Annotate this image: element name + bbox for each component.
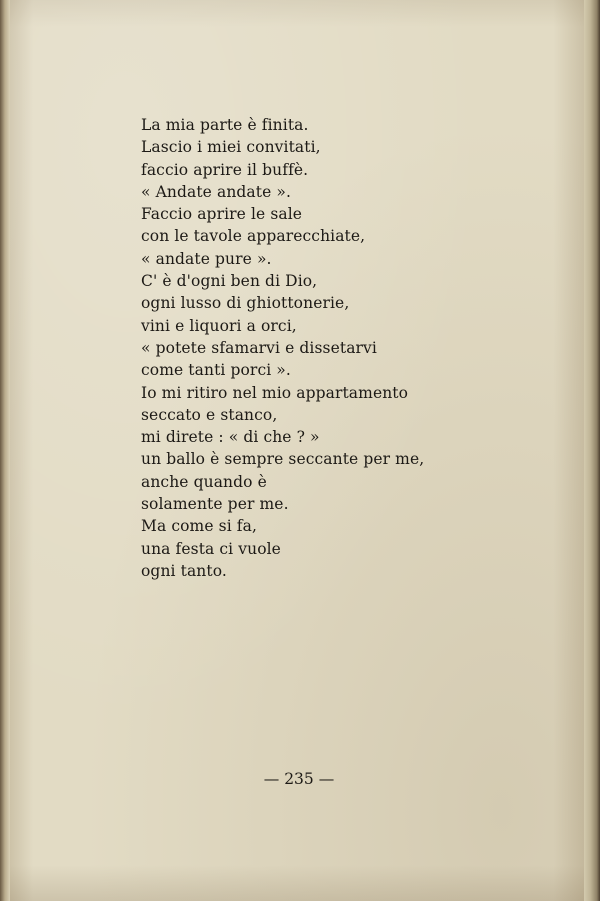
poem-line: mi direte : « di che ? » [141,428,320,447]
poem-line: « andate pure ». [141,249,272,268]
poem-text [141,114,424,582]
poem-line: « potete sfamarvi e dissetarvi [141,338,377,357]
poem-line: Lascio i miei convitati, [141,138,321,157]
poem-line: Io mi ritiro nel mio appartamento [141,383,409,402]
poem-line: vini e liquori a orci, [141,316,297,335]
poem-line: come tanti porci ». [141,361,291,380]
poem-line: seccato e stanco, [141,405,278,424]
poem-line: La mia parte è finita. [141,116,309,134]
poem-line: anche quando è [141,472,267,491]
poem-line: ogni lusso di ghiottonerie, [141,294,350,313]
right-page-edge [584,0,600,901]
poem-line: faccio aprire il buffè. [141,160,309,179]
poem-line: C' è d'ogni ben di Dio, [141,272,318,291]
poem-line: Ma come si fa, [141,517,257,536]
poem-line: Faccio aprire le sale [141,205,303,224]
poem-line: « Andate andate ». [141,182,292,201]
poem-line: con le tavole apparecchiate, [141,227,366,246]
poem-line: solamente per me. [141,495,289,514]
poem-line: una festa ci vuole [141,539,281,558]
poem-line: un ballo è sempre seccante per me, [141,450,425,469]
poem-line: ogni tanto. [141,561,227,580]
page-number: — 235 — [263,770,335,788]
